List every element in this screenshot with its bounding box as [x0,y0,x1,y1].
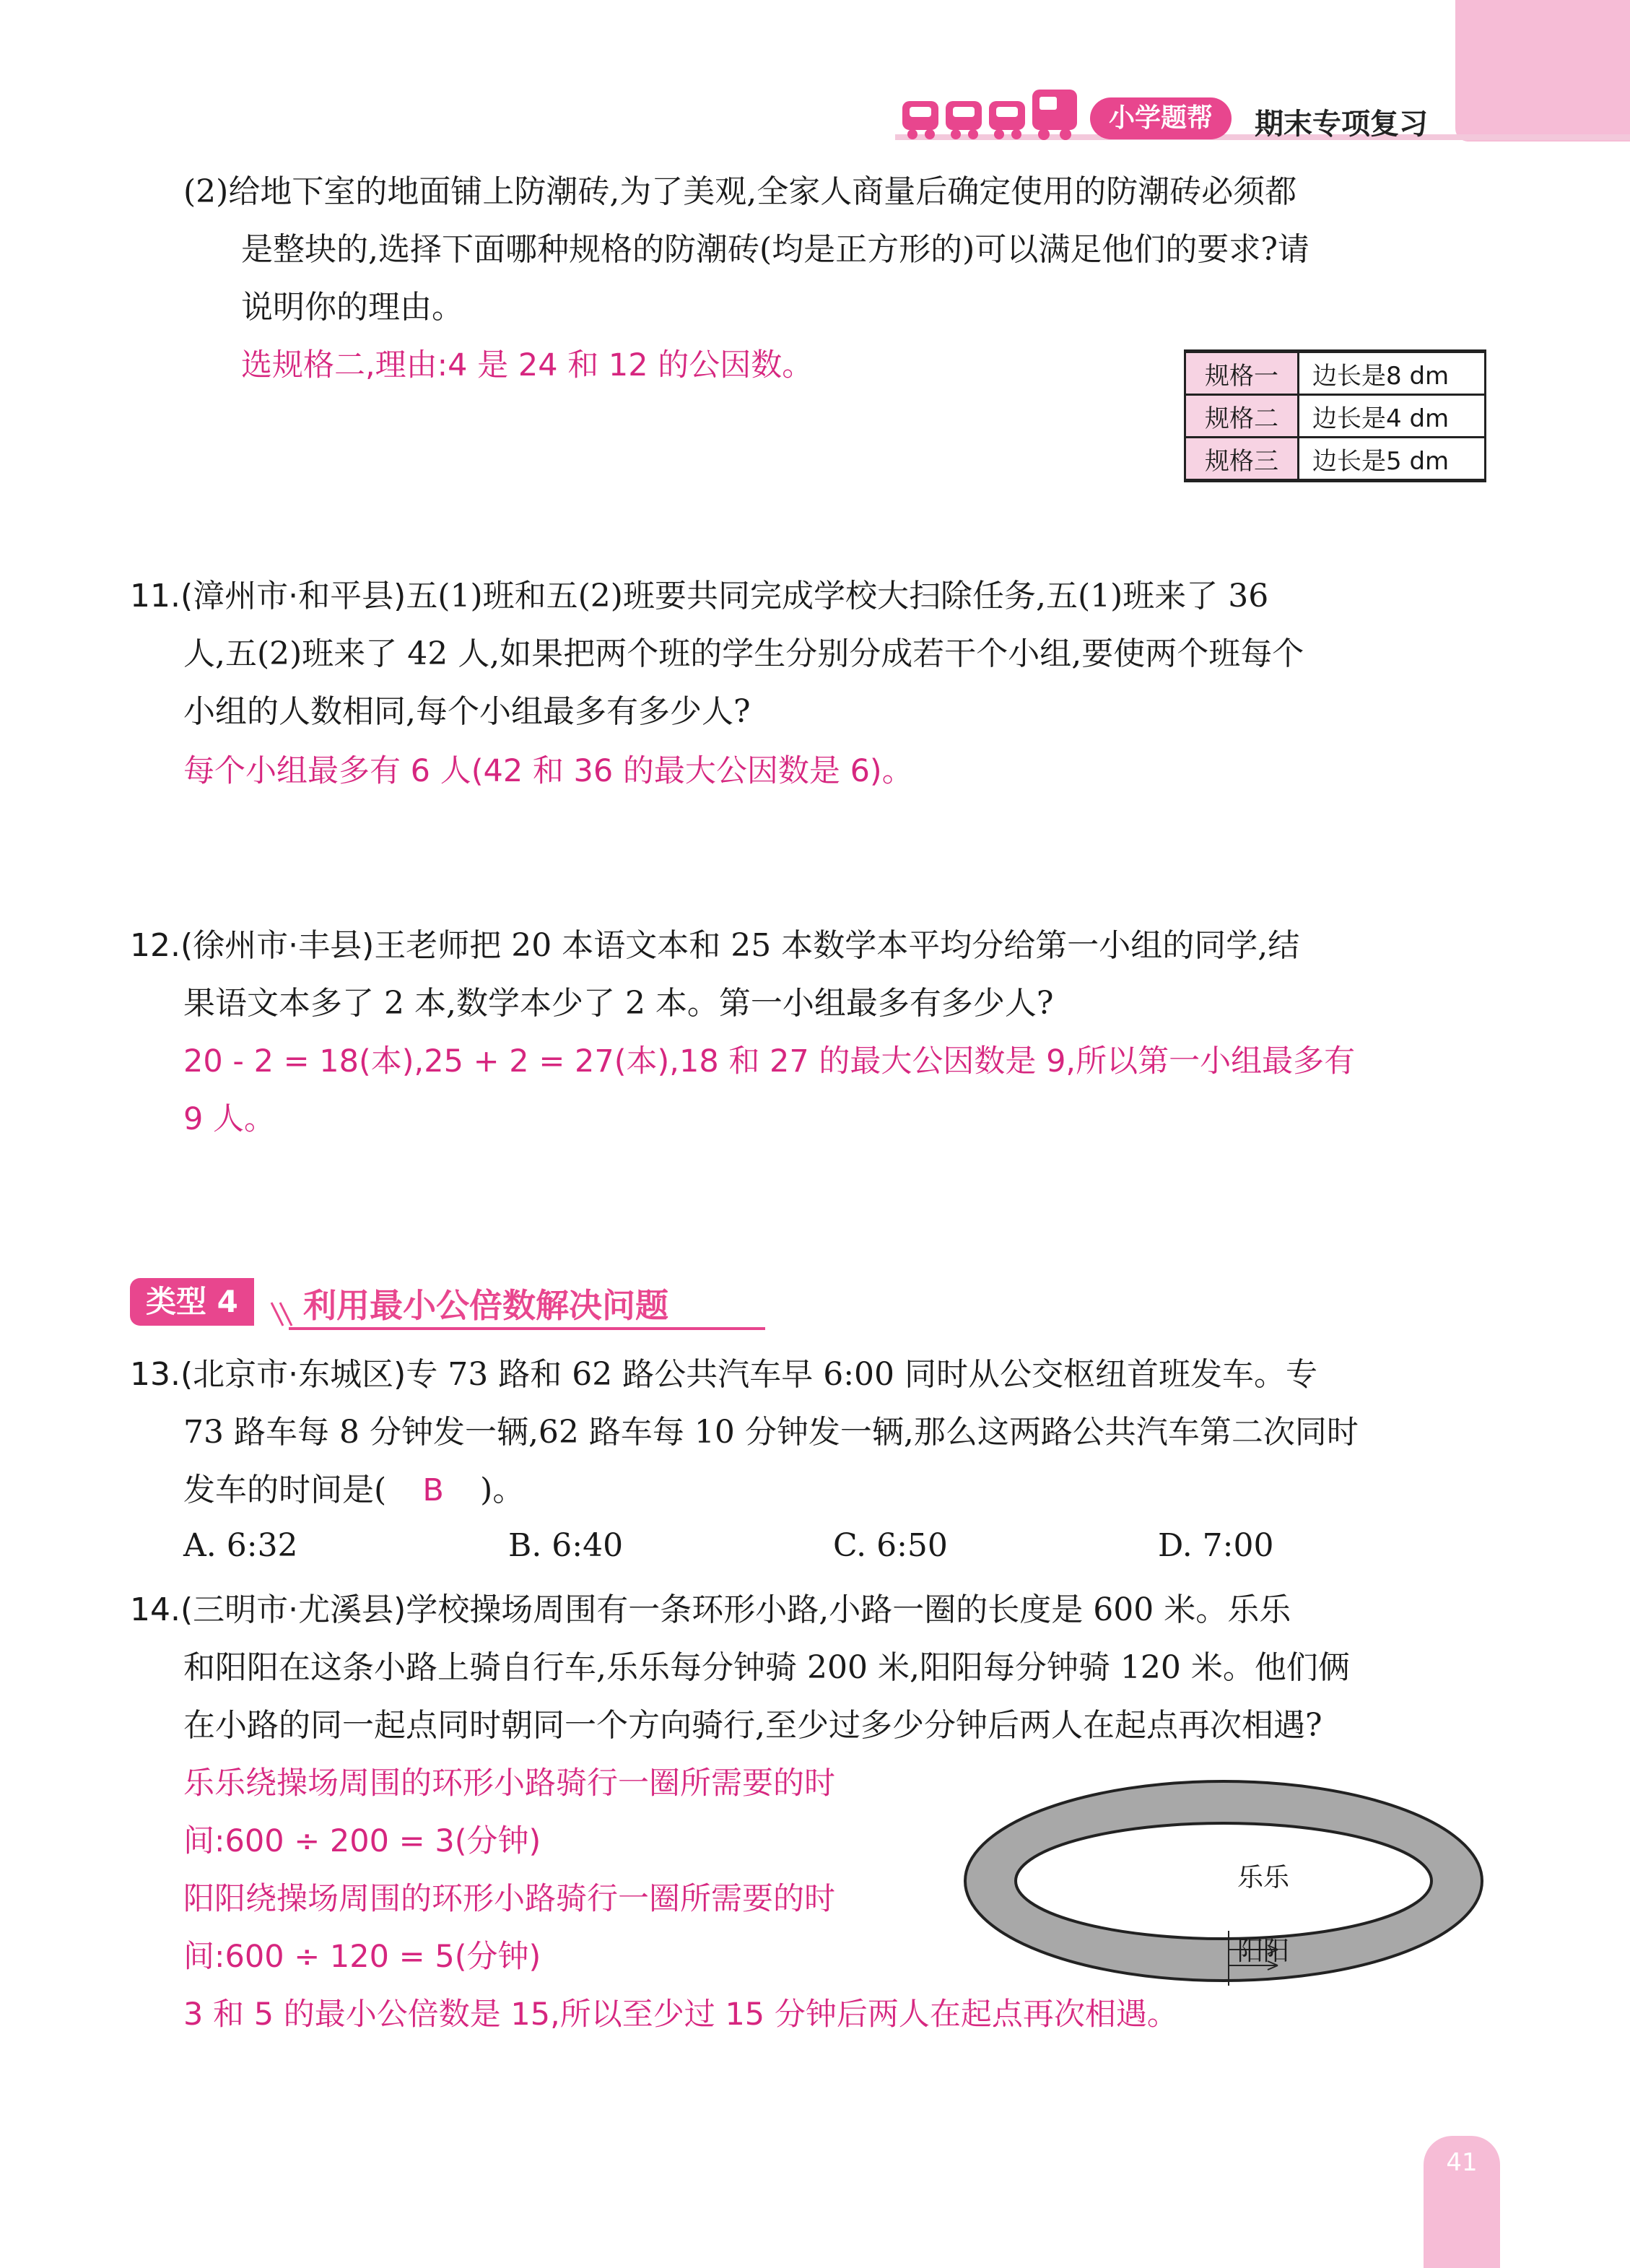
question-text: 发车的时间是( [183,1472,387,1508]
option-c: C. 6:50 [833,1527,948,1564]
question-number: 11. [130,578,180,614]
q14-answer-line5: 3 和 5 的最小公倍数是 15,所以至少过 15 分钟后两人在起点再次相遇。 [183,1997,1178,2033]
q13-answer: B [422,1472,444,1508]
q14-answer-line1: 乐乐绕操场周围的环形小路骑行一圈所需要的时 [183,1765,835,1802]
q14-line3: 在小路的同一起点同时朝同一个方向骑行,至少过多少分钟后两人在起点再次相遇? [183,1707,1322,1744]
q10-2-line1: (2)给地下室的地面铺上防潮砖,为了美观,全家人商量后确定使用的防潮砖必须都 [183,173,1297,210]
q10-2-answer: 选规格二,理由:4 是 24 和 12 的公因数。 [241,347,814,383]
question-text: 王老师把 20 本语文本和 25 本数学本平均分给第一小组的同学,结 [374,927,1300,964]
brand-badge: 小学题帮 [1090,97,1232,139]
question-text: 专 73 路和 62 路公共汽车早 6:00 同时从公交枢纽首班发车。专 [406,1356,1318,1393]
q14-answer-line2: 间:600 ÷ 200 = 3(分钟) [183,1823,541,1859]
q13-line1 [130,1346,1317,1404]
q11-line1 [130,568,1268,625]
spec-value: 边长是4 dm [1299,395,1486,438]
spec-value: 边长是5 dm [1299,438,1486,481]
q14-line1 [130,1581,1291,1639]
option-d: D. 7:00 [1158,1527,1274,1564]
spec-label: 规格三 [1185,438,1299,481]
q14-line2: 和阳阳在这条小路上骑自行车,乐乐每分钟骑 200 米,阳阳每分钟骑 120 米。他们俩 [183,1649,1350,1686]
q10-2-line2: 是整块的,选择下面哪种规格的防潮砖(均是正方形的)可以满足他们的要求?请 [241,231,1309,268]
q13-line3 [183,1461,524,1519]
q10-2-line3: 说明你的理由。 [241,289,463,326]
question-text: 学校操场周围有一条环形小路,小路一圈的长度是 600 米。乐乐 [406,1591,1291,1628]
q12-answer-line2: 9 人。 [183,1101,276,1137]
question-text: 五(1)班和五(2)班要共同完成学校大扫除任务,五(1)班来了 36 [406,578,1269,614]
q12-line2: 果语文本多了 2 本,数学本少了 2 本。第一小组最多有多少人? [183,985,1054,1022]
label-yangyang: 阳阳 [1237,1937,1290,1966]
header-title: 期末专项复习 [1255,108,1428,141]
q12-line1 [130,917,1299,975]
question-number: 14. [130,1591,180,1628]
question-number: 12. [130,927,180,964]
ring-track-diagram [960,1776,1487,1993]
q11-line2: 人,五(2)班来了 42 人,如果把两个班的学生分别分成若干个小组,要使两个班每个 [183,635,1304,672]
header-corner-tab [1455,0,1630,142]
option-b: B. 6:40 [508,1527,624,1564]
q11-line3: 小组的人数相同,每个小组最多有多少人? [183,693,751,730]
question-source: (漳州市·和平县) [180,578,406,614]
page-number: 41 [1446,2148,1478,2177]
q14-answer-line4: 间:600 ÷ 120 = 5(分钟) [183,1939,541,1975]
table-row [1185,395,1486,438]
question-number: 13. [130,1356,180,1393]
question-source: (北京市·东城区) [180,1356,406,1393]
section-arrow-icon [270,1300,299,1329]
spec-label: 规格二 [1185,395,1299,438]
question-text: )。 [480,1472,525,1508]
table-row [1185,438,1486,481]
question-source: (徐州市·丰县) [180,927,375,964]
option-a: A. 6:32 [183,1527,298,1564]
spec-label: 规格一 [1185,352,1299,395]
q12-answer-line1: 20 - 2 = 18(本),25 + 2 = 27(本),18 和 27 的最大公因数是 9,所以第一小组最多有 [183,1043,1356,1079]
q14-answer-line3: 阳阳绕操场周围的环形小路骑行一圈所需要的时 [183,1881,835,1917]
section-underline [289,1327,765,1330]
spec-value: 边长是8 dm [1299,352,1486,395]
q11-answer: 每个小组最多有 6 人(42 和 36 的最大公因数是 6)。 [183,753,913,789]
tile-spec-table [1184,349,1486,482]
q13-line2: 73 路车每 8 分钟发一辆,62 路车每 10 分钟发一辆,那么这两路公共汽车第二次同时 [183,1414,1359,1451]
train-icon [901,85,1081,143]
table-row [1185,352,1486,395]
question-source: (三明市·尤溪县) [180,1591,406,1628]
section-tag: 类型 4 [130,1278,254,1326]
section-title: 利用最小公倍数解决问题 [303,1286,668,1325]
label-lele: 乐乐 [1237,1863,1290,1893]
